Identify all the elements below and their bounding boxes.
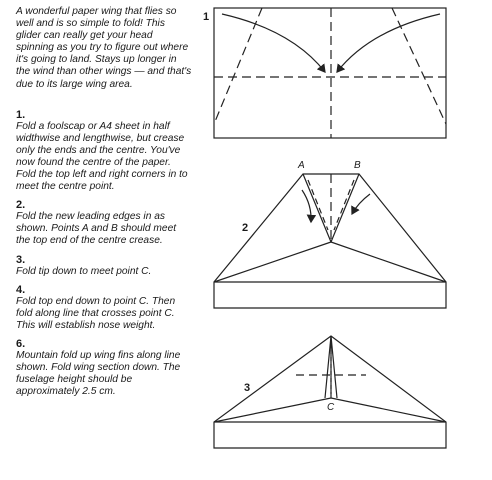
step-text: Fold a foolscap or A4 sheet in half widthwise and lengthwise, but crease only the ends and the centre. You've now found the centre of the paper. Fold the top left and right corners in to meet the centre point. [16,120,188,193]
left-diagonal [303,174,331,242]
figure-3-number: 3 [244,382,251,394]
step-number: 2. [16,199,26,212]
right-fold-3 [331,398,446,422]
fold-arrow-a [302,190,311,222]
step-number: 6. [16,337,26,350]
fold-line-left [214,8,262,124]
intro-paragraph: A wonderful paper wing that flies so well and is so simple to fold! This glider can really get your head spinning as you try to figure out where it's going to land. Stays up longer in the wind than other wings — and that's due to its large wing area. [16,6,192,90]
step-4 [16,284,192,332]
figure-2-number: 2 [242,222,249,234]
right-leading-fold [331,242,446,282]
point-b-label: B [354,160,361,171]
step-2 [16,199,192,247]
right-diagonal [331,174,359,242]
folding-diagrams [192,0,492,480]
left-fold-guide [308,180,328,230]
figure-1-number: 1 [203,11,210,23]
instructions-column [16,6,192,404]
fold-arrow-left [222,14,325,72]
fold-arrow-b [352,194,370,214]
step-number: 4. [16,283,26,296]
step-text: Fold top end down to point C. Then fold along line that crosses point C. This will establish nose weight. [16,295,176,331]
fold-line-right [392,8,446,124]
step-1 [16,109,192,194]
point-a-label: A [298,160,305,171]
left-leading-fold [214,242,331,282]
step-text: Mountain fold up wing fins along line shown. Fold wing section down. The fuselage height should be approximately 2.5 cm. [16,349,181,398]
step-number: 3. [16,253,26,266]
point-c-label: C [327,402,335,413]
paper-sheet [214,8,446,138]
figures-column [192,0,492,480]
left-inner-3 [325,336,331,398]
left-fold-3 [214,398,331,422]
step-3 [16,254,192,278]
step-text: Fold the new leading edges in as shown. Points A and B should meet the top end of the centre crease. [16,211,177,247]
figure-2-diagram [214,174,446,308]
figure-1-diagram [214,8,446,138]
right-fold-guide [334,180,354,230]
step-number: 1. [16,108,26,121]
fold-arrow-right [337,14,440,72]
right-inner-3 [331,336,337,398]
step-text: Fold tip down to meet point C. [16,265,152,277]
step-6 [16,338,192,398]
